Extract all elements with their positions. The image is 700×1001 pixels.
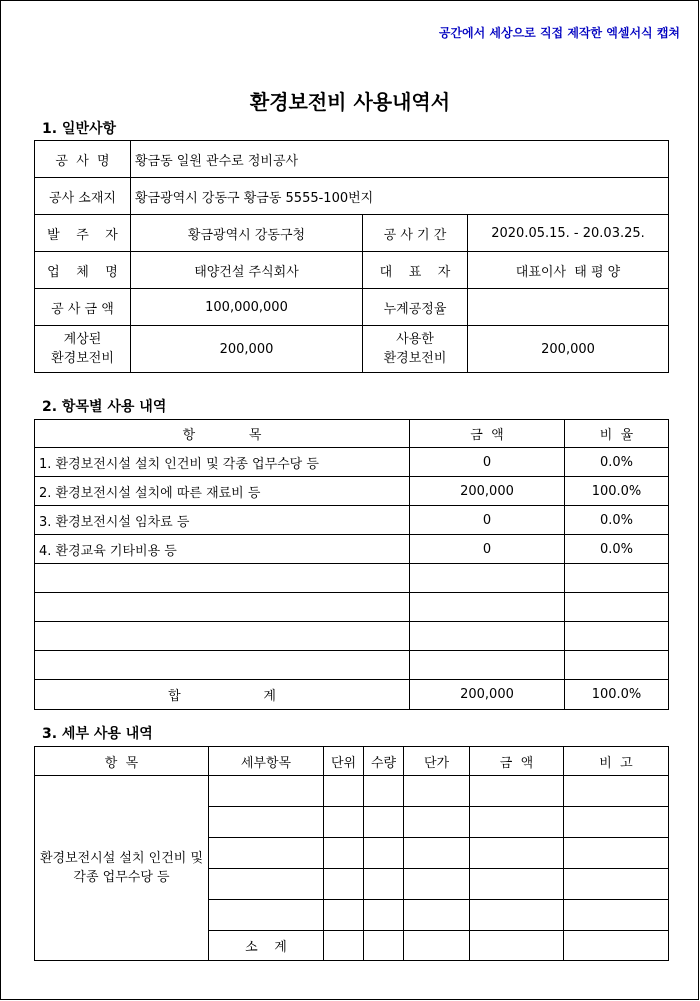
general-info-table [34,140,669,373]
subtotal-cell [564,931,669,961]
detail-cell [404,776,470,807]
detail-cell [364,807,404,838]
row-ratio [565,651,669,680]
col-unit-header: 단위 [324,747,364,776]
planned-cost-value: 200,000 [131,326,363,373]
table-row [35,622,669,651]
row-ratio: 0.0% [565,535,669,564]
detail-cell [564,900,669,931]
table-row [35,477,669,506]
item-usage-table [34,419,669,710]
total-label: 합 계 [35,680,410,710]
planned-cost-label-line1: 계상된 [63,332,102,347]
subtotal-cell [364,931,404,961]
location-label: 공사 소재지 [35,178,131,215]
col-qty-header: 수량 [364,747,404,776]
col-amount-header: 금 액 [410,420,565,448]
table-row [35,448,669,477]
detail-cell [564,838,669,869]
total-ratio: 100.0% [565,680,669,710]
table-row [35,564,669,593]
detail-cell [470,807,564,838]
planned-cost-label [35,326,131,373]
row-amount: 0 [410,448,565,477]
row-item [35,564,410,593]
used-cost-value: 200,000 [468,326,669,373]
section1-heading: 1. 일반사항 [42,121,117,137]
total-row [35,680,669,710]
detail-row [35,776,669,807]
subtotal-cell [324,931,364,961]
row-item [35,651,410,680]
row-amount: 0 [410,506,565,535]
col-detail-header: 세부항목 [209,747,324,776]
row-amount [410,622,565,651]
period-label: 공 사 기 간 [363,215,468,252]
detail-cell [324,900,364,931]
detail-cell [364,838,404,869]
row-amount [410,593,565,622]
detail-cell [324,807,364,838]
detail-cell [564,869,669,900]
project-name-value: 황금동 일원 관수로 정비공사 [131,141,669,178]
section3-heading: 3. 세부 사용 내역 [42,726,153,742]
row-ratio: 100.0% [565,477,669,506]
row-amount [410,564,565,593]
period-value: 2020.05.15. - 20.03.25. [468,215,669,252]
client-value: 황금광역시 강동구청 [131,215,363,252]
company-label: 업 체 명 [35,252,131,289]
row-ratio [565,622,669,651]
location-value: 황금광역시 강동구 황금동 5555-100번지 [131,178,669,215]
detail-cell [324,869,364,900]
total-amount: 200,000 [410,680,565,710]
col-item-header: 항 목 [35,747,209,776]
subtotal-cell [404,931,470,961]
row-ratio [565,593,669,622]
detail-cell [470,900,564,931]
table-row [35,651,669,680]
detail-cell [404,900,470,931]
row-ratio: 0.0% [565,506,669,535]
detail-cell [209,807,324,838]
col-price-header: 단가 [404,747,470,776]
detail-cell [470,838,564,869]
subtotal-cell [470,931,564,961]
detail-usage-table [34,746,669,961]
detail-cell [364,900,404,931]
table-row [35,506,669,535]
row-item: 1. 환경보전시설 설치 인건비 및 각종 업무수당 등 [35,448,410,477]
row-ratio [565,564,669,593]
detail-item-name [35,776,209,961]
detail-cell [324,838,364,869]
row-ratio: 0.0% [565,448,669,477]
detail-item-name-line1: 환경보전시설 설치 인건비 및 [39,851,204,866]
caption: 공간에서 세상으로 직접 제작한 엑셀서식 캡쳐 [438,26,680,40]
used-cost-label [363,326,468,373]
row-item: 2. 환경보전시설 설치에 따른 재료비 등 [35,477,410,506]
table-row [35,593,669,622]
col-note-header: 비 고 [564,747,669,776]
used-cost-label-line2: 환경보전비 [383,351,447,366]
ceo-label: 대 표 자 [363,252,468,289]
detail-cell [470,869,564,900]
detail-item-name-line2: 각종 업무수당 등 [73,870,170,885]
detail-cell [209,869,324,900]
col-item-header: 항 목 [35,420,410,448]
client-label: 발 주 자 [35,215,131,252]
detail-cell [209,776,324,807]
detail-cell [324,776,364,807]
detail-cell [209,838,324,869]
detail-cell [404,838,470,869]
row-amount: 0 [410,535,565,564]
progress-label: 누계공정율 [363,289,468,326]
row-amount [410,651,565,680]
section2-heading: 2. 항목별 사용 내역 [42,399,167,415]
document-title: 환경보전비 사용내역서 [249,90,451,114]
detail-cell [364,776,404,807]
amount-label: 공 사 금 액 [35,289,131,326]
company-value: 태양건설 주식회사 [131,252,363,289]
row-item [35,622,410,651]
detail-cell [564,776,669,807]
amount-value: 100,000,000 [131,289,363,326]
table-row [35,535,669,564]
row-item: 3. 환경보전시설 임차료 등 [35,506,410,535]
detail-cell [404,807,470,838]
row-item: 4. 환경교육 기타비용 등 [35,535,410,564]
used-cost-label-line1: 사용한 [396,332,434,347]
col-amount-header: 금 액 [470,747,564,776]
progress-value [468,289,669,326]
ceo-value: 대표이사 태 평 양 [468,252,669,289]
detail-cell [470,776,564,807]
project-name-label: 공 사 명 [35,141,131,178]
planned-cost-label-line2: 환경보전비 [51,351,114,366]
detail-cell [404,869,470,900]
detail-cell [209,900,324,931]
detail-cell [364,869,404,900]
row-amount: 200,000 [410,477,565,506]
col-ratio-header: 비 율 [565,420,669,448]
subtotal-label: 소 계 [209,931,324,961]
row-item [35,593,410,622]
detail-cell [564,807,669,838]
